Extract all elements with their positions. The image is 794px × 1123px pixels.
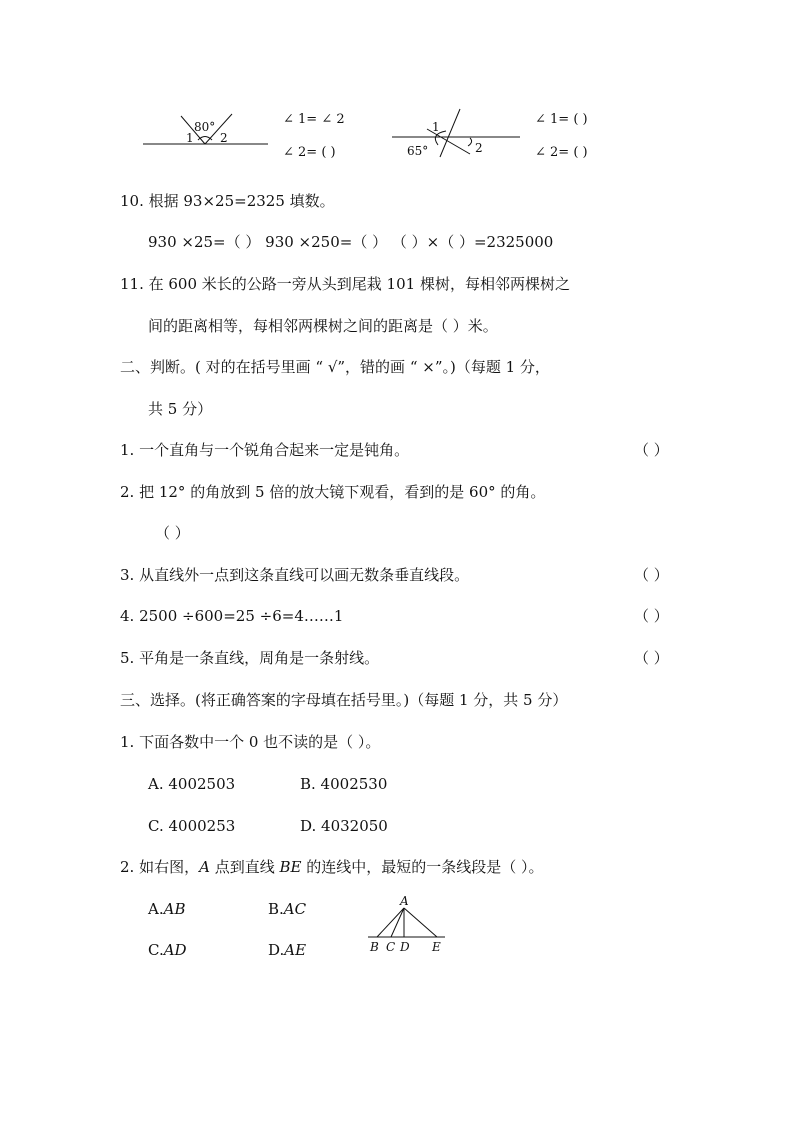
- choice-q2-stem-mid: 点到直线: [209, 858, 280, 876]
- choice-q2-stem-prefix: 2. 如右图，: [120, 858, 200, 876]
- judge-item-2-paren: （ ）: [155, 524, 190, 542]
- judge-item-5: 5. 平角是一条直线，周角是一条射线。: [120, 649, 380, 667]
- fig3-segment-ab: [377, 908, 404, 937]
- fig1-label-1: 1: [186, 131, 194, 145]
- judge-item-3-paren: （ ）: [634, 566, 669, 584]
- fig1-eq-2: ∠ 2= ( ): [283, 145, 336, 160]
- choice-q1-option-a: A. 4002503: [148, 775, 236, 793]
- judge-item-4-paren: （ ）: [634, 607, 669, 625]
- fig3-segment-ac: [391, 908, 404, 937]
- q11-line-1: 11. 在 600 米长的公路一旁从头到尾栽 101 棵树，每相邻两棵树之: [120, 275, 570, 293]
- fig3-label-c: C: [386, 940, 396, 954]
- choice-q2-option-a: [148, 899, 185, 919]
- fig2-label-2: 2: [475, 141, 483, 155]
- fig2-eq-2: ∠ 2= ( ): [535, 145, 588, 160]
- choice-q2-option-b: [268, 899, 306, 919]
- fig3-label-b: B: [370, 940, 379, 954]
- section3-heading: 三、选择。(将正确答案的字母填在括号里。)（每题 1 分，共 5 分）: [120, 691, 568, 709]
- fig3-segment-ae: [404, 908, 437, 937]
- section2-heading-line-1: 二、判断。( 对的在括号里画 “ √”，错的画 “ ×”。)（每题 1 分，: [120, 358, 550, 376]
- fig2-transversal: [440, 109, 460, 157]
- section2-heading-line-2: 共 5 分）: [148, 400, 213, 418]
- judge-item-3: 3. 从直线外一点到这条直线可以画无数条垂直线段。: [120, 566, 470, 584]
- choice-q2-option-d-letter: D.: [268, 941, 285, 959]
- choice-q2-stem-suffix: 的连线中，最短的一条线段是（ ）。: [301, 858, 544, 876]
- q11-line-2: 间的距离相等，每相邻两棵树之间的距离是（ ）米。: [148, 317, 498, 335]
- fig3-label-d: D: [400, 940, 410, 954]
- choice-q2-stem: [120, 857, 544, 877]
- fig1-label-2: 2: [220, 131, 228, 145]
- fig2-label-1: 1: [432, 120, 440, 134]
- choice-q2-option-a-var: AB: [163, 900, 186, 918]
- choice-q2-option-d: [268, 940, 306, 960]
- choice-q2-option-d-var: AE: [284, 941, 307, 959]
- choice-q1-option-c: C. 4000253: [148, 817, 236, 835]
- judge-item-4: 4. 2500 ÷600=25 ÷6=4……1: [120, 607, 344, 625]
- choice-q1-option-d: D. 4032050: [300, 817, 388, 835]
- choice-q2-option-c-letter: C.: [148, 941, 164, 959]
- choice-q2-option-a-letter: A.: [148, 900, 164, 918]
- figure-3: [368, 894, 445, 954]
- choice-q1-option-b: B. 4002530: [300, 775, 388, 793]
- choice-q2-var-be: BE: [279, 858, 302, 876]
- fig2-eq-1: ∠ 1= ( ): [535, 112, 588, 127]
- judge-item-5-paren: （ ）: [634, 649, 669, 667]
- fig2-angle-label: 65°: [407, 144, 429, 158]
- figure-1: [143, 114, 268, 145]
- choice-q2-option-b-var: AC: [283, 900, 307, 918]
- q10-stem: 10. 根据 93×25=2325 填数。: [120, 192, 335, 210]
- choice-q2-option-c: [148, 940, 187, 960]
- choice-q2-option-c-var: AD: [163, 941, 187, 959]
- fig1-angle-arc: [198, 137, 212, 141]
- fig3-label-a: A: [400, 894, 409, 908]
- fig1-angle-label: 80°: [194, 120, 216, 134]
- choice-q2-var-a: A: [199, 858, 210, 876]
- choice-q1-stem: 1. 下面各数中一个 0 也不读的是（ ）。: [120, 733, 381, 751]
- judge-item-2: 2. 把 12° 的角放到 5 倍的放大镜下观看，看到的是 60° 的角。: [120, 483, 546, 501]
- choice-q2-option-b-letter: B.: [268, 900, 284, 918]
- fig3-label-e: E: [432, 940, 441, 954]
- figure-2: [392, 109, 520, 158]
- fig1-eq-1: ∠ 1= ∠ 2: [283, 112, 345, 127]
- judge-item-1: 1. 一个直角与一个锐角合起来一定是钝角。: [120, 441, 410, 459]
- judge-item-1-paren: （ ）: [634, 441, 669, 459]
- q10-blanks: 930 ×25=（ ） 930 ×250=（ ） （ ）×（ ）=2325000: [148, 233, 554, 251]
- fig2-angle-arc-2: [468, 138, 472, 146]
